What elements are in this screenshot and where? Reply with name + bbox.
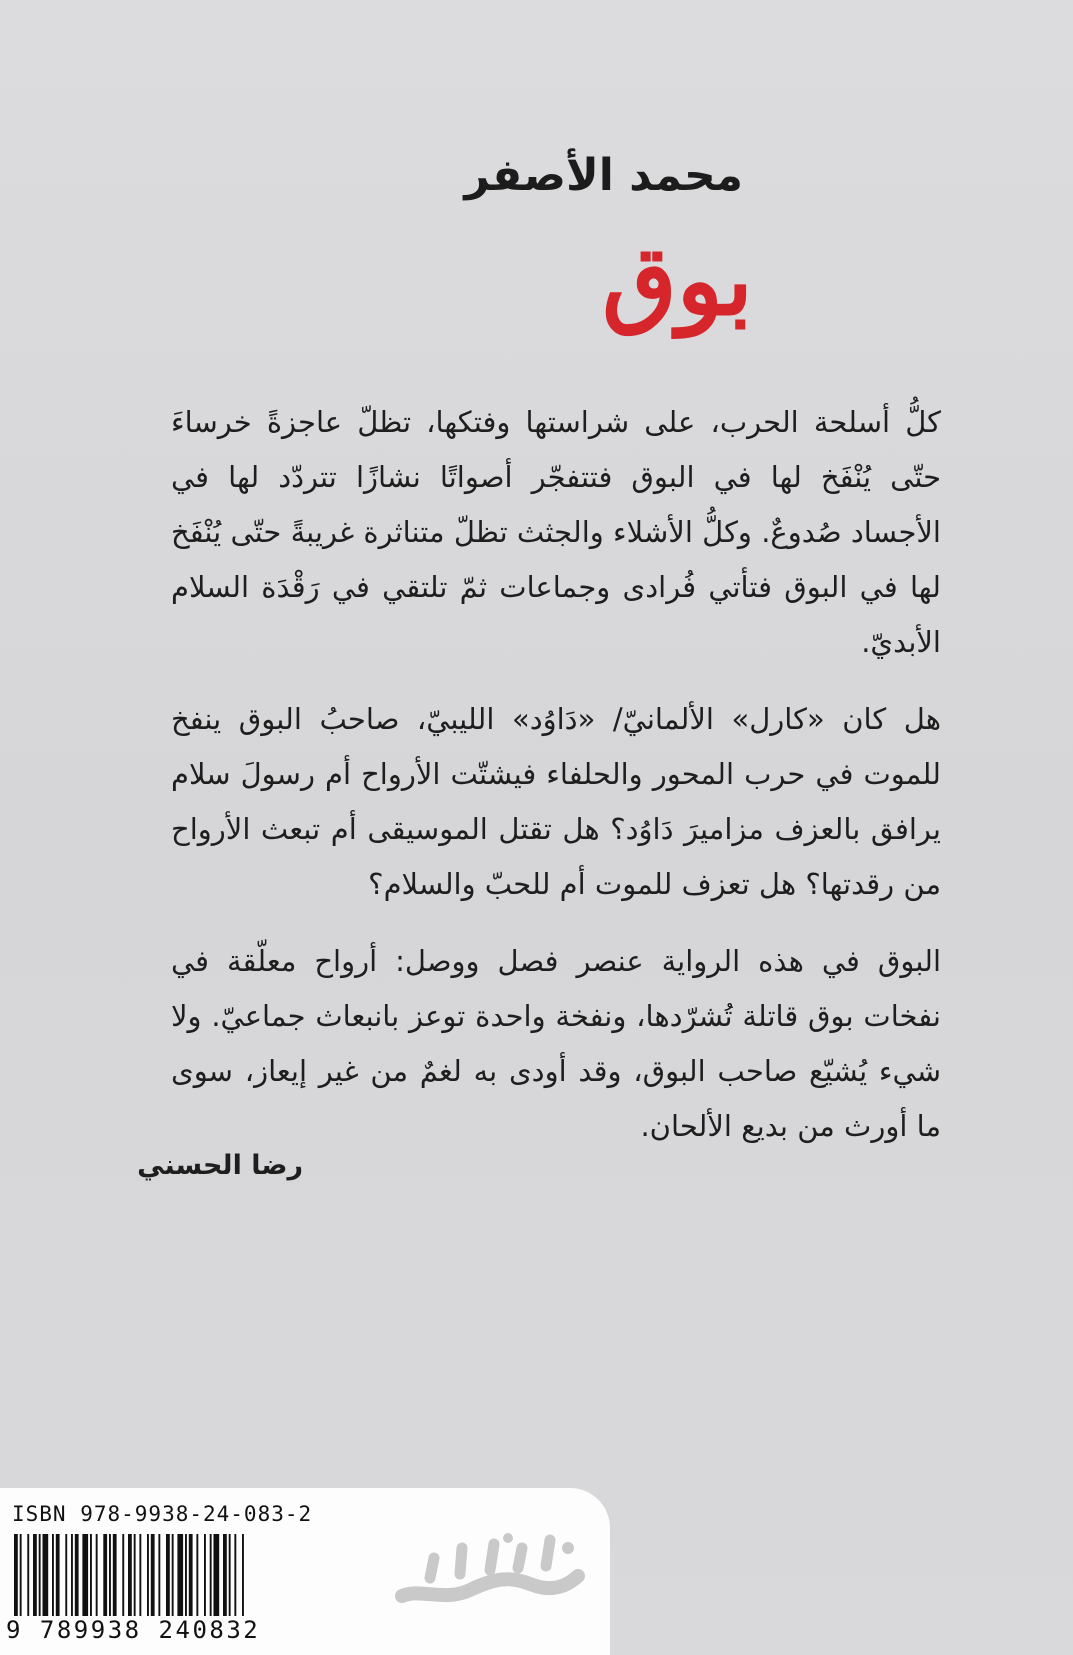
publisher-logo-icon xyxy=(390,1518,590,1628)
blurb-paragraph-2: هل كان «كارل» الألمانيّ/ «دَاوُد» الليبيّ، صاحبُ البوق ينفخ للموت في حرب المحور والحلفاء فيشتّت الأرواح أم رسولَ سلام يرافق بالعزف مزاميرَ دَاوُد؟ هل تقتل الموسيقى أم تبعث الأرواح من رقدتها؟ هل تعزف للموت أم للحبّ والسلام؟ xyxy=(171,702,941,901)
book-title: بوق xyxy=(602,224,753,337)
barcode-icon xyxy=(14,1534,314,1616)
blurb-paragraph-3: البوق في هذه الرواية عنصر فصل ووصل: أرواح معلّقة في نفخات بوق قاتلة تُشرّدها، ونفخة واحدة توعز بانبعاث جماعيّ. ولا شيء يُشيّع صاحب البوق، وقد أودى به لغمٌ من غير إيعاز، سوى ما أورث من بديع الألحان. xyxy=(171,944,941,1143)
barcode-digits: 9 789938 240832 xyxy=(6,1616,261,1644)
isbn-label: ISBN 978-9938-24-083-2 xyxy=(12,1502,313,1526)
blurb-paragraph-1: كلُّ أسلحة الحرب، على شراستها وفتكها، تظلّ عاجزةً خرساءَ حتّى يُنْفَخ لها في البوق فتتفجّر أصواتًا نشازًا تتردّد لها في الأجساد صُدوعٌ. وكلُّ الأشلاء والجثث تظلّ متناثرة غريبةً حتّى يُنْفَخ لها في البوق فتأتي فُرادى وجماعات ثمّ تلتقي في رَقْدَة السلام الأبديّ. xyxy=(171,405,941,659)
author-name: محمد الأصفر xyxy=(464,150,743,201)
barcode-panel xyxy=(0,1488,610,1655)
blurb xyxy=(171,395,941,1176)
blurb-signature: رضا الحسني xyxy=(137,1150,303,1181)
